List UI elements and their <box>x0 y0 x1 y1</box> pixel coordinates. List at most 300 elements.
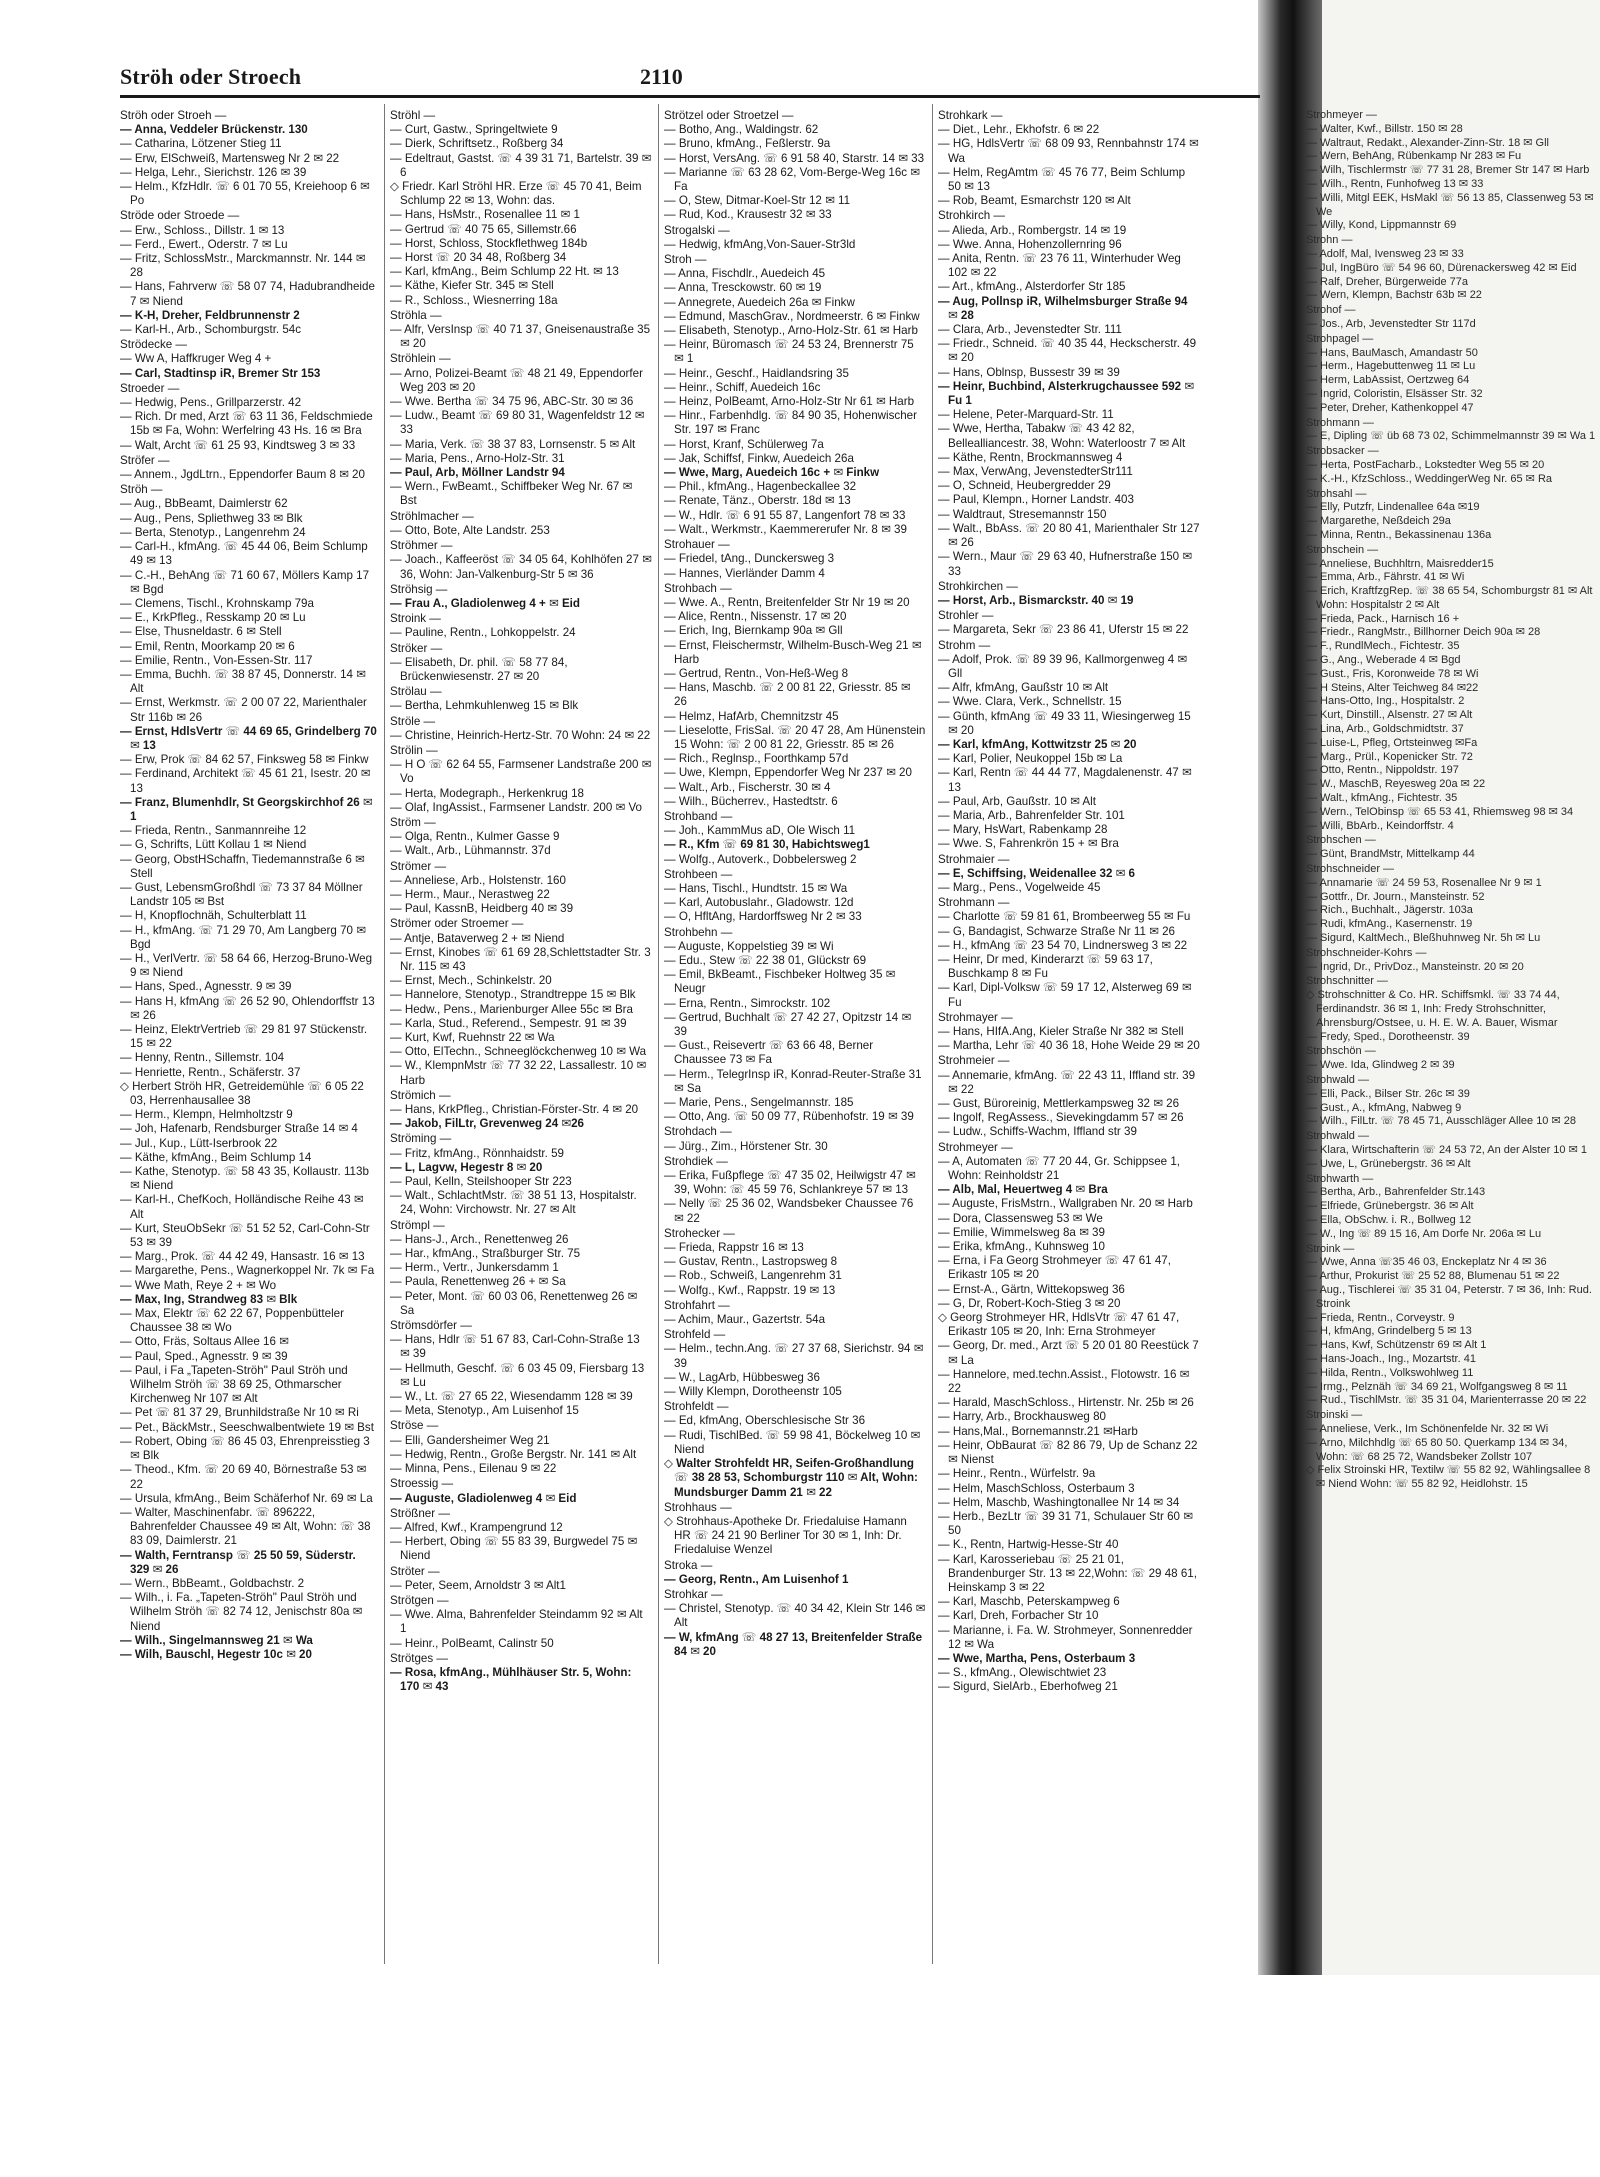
surname-heading: Stroink — <box>1306 1242 1355 1255</box>
directory-entry: — Maria, Arb., Bahrenfelder Str. 101 <box>938 808 1125 822</box>
surname-heading: Strödecke — <box>120 338 188 352</box>
surname-heading: Strohauer — <box>664 538 730 552</box>
directory-entry: — Jak, Schiffsf, Finkw, Auedeich 26a <box>664 451 854 465</box>
directory-entry: — Heinr., Geschf., Haidlandsring 35 <box>664 366 849 380</box>
directory-entry: — Dora, Classensweg 53 ✉ We <box>938 1211 1103 1225</box>
directory-entry: — Rosa, kfmAng., Mühlhäuser Str. 5, Wohn: 170 ✉ 43 <box>390 1665 632 1694</box>
directory-entry: — Franz, Blumenhdlr, St Georgskirchhof 26 ✉ 1 <box>120 795 373 823</box>
directory-entry: — Paul, i Fa „Tapeten-Ströh" Paul Ströh und Wilhelm Ströh ☏ 38 69 25, Othmarscher Kirchenweg Nr 107 ✉ Alt <box>120 1363 348 1406</box>
directory-entry: — Marg., Prül., Kopenicker Str. 72 <box>1306 750 1473 763</box>
directory-entry: — Georg, Rentn., Am Luisenhof 1 <box>664 1572 849 1586</box>
directory-entry: — G., Ang., Weberade 4 ✉ Bgd <box>1306 654 1461 667</box>
directory-entry: — Wolfg., Kwf., Rappstr. 19 ✉ 13 <box>664 1283 836 1297</box>
directory-entry: — Wilh., i. Fa. „Tapeten-Ströh" Paul Ströh und Wilhelm Ströh ☏ 82 74 12, Jenischstr 80a ✉ Niend <box>120 1591 363 1633</box>
directory-entry: — Maria, Verk. ☏ 38 37 83, Lornsenstr. 5 ✉ Alt <box>390 437 636 451</box>
directory-entry: — Walt., kfmAng., Fichtestr. 35 <box>1306 792 1458 805</box>
directory-entry: — Ernst, Werkmstr. ☏ 2 00 07 22, Marienthaler Str 116b ✉ 26 <box>120 696 367 724</box>
surname-heading: Strohkark — <box>938 109 1003 122</box>
surname-heading: Ströming — <box>390 1132 452 1146</box>
directory-entry: — H Steins, Alter Teichweg 84 ✉22 <box>1306 681 1479 694</box>
directory-entry: — Anneliese, Arb., Holstenstr. 160 <box>390 873 566 887</box>
directory-entry: — Peter, Dreher, Kathenkoppel 47 <box>1306 401 1474 414</box>
surname-heading: Strohbach — <box>664 581 732 595</box>
directory-entry: — O, Stew, Ditmar-Koel-Str 12 ✉ 11 <box>664 194 851 208</box>
directory-entry: — Erika, Fußpflege ☏ 47 35 02, Heilwigstr 47 ✉ 39, Wohn: ☏ 45 59 76, Schlankreye 57 ✉ 13 <box>664 1169 916 1197</box>
directory-entry: — Har., kfmAng., Straßburger Str. 75 <box>390 1247 581 1261</box>
directory-entry: — Gust., A., kfmAng, Nabweg 9 <box>1306 1101 1462 1114</box>
surname-heading: Stroink — <box>390 612 441 626</box>
directory-entry: — Otto, Ang. ☏ 50 09 77, Rübenhofstr. 19 ✉ 39 <box>664 1110 914 1124</box>
directory-entry: — Hans, KrkPfleg., Christian-Förster-Str. 4 ✉ 20 <box>390 1103 639 1117</box>
directory-column-4 <box>938 108 1200 1968</box>
directory-entry: — Helm., KfzHdlr. ☏ 6 01 70 55, Kreiehoop 6 ✉ Po <box>120 180 370 208</box>
directory-entry: — Anneliese, Verk., Im Schönenfelde Nr. 32 ✉ Wi <box>1306 1422 1549 1435</box>
directory-entry: — Karl, Karosseriebau ☏ 25 21 01, Brandenburger Str. 13 ✉ 22,Wohn: ☏ 29 48 61, Heinskamp 3 ✉ 22 <box>938 1552 1197 1594</box>
directory-entry: — Wilh., Rentn, Funhofweg 13 ✉ 33 <box>1306 177 1484 190</box>
directory-entry: — Hannes, Vierländer Damm 4 <box>664 566 825 580</box>
directory-entry: — Ernst, Kinobes ☏ 61 69 28,Schlettstadter Str. 3 Nr. 115 ✉ 43 <box>390 945 651 973</box>
directory-entry: — Alfred, Kwf., Krampengrund 12 <box>390 1520 563 1534</box>
directory-entry: — F., RundlMech., Fichtestr. 35 <box>1306 640 1460 653</box>
surname-heading: Strohmeier — <box>938 1054 1010 1068</box>
directory-entry: — Art., kfmAng., Alsterdorfer Str 185 <box>938 280 1126 294</box>
directory-entry: — Charlotte ☏ 59 81 61, Brombeerweg 55 ✉ Fu <box>938 910 1191 924</box>
directory-entry: — Rudi, TischlBed. ☏ 59 98 41, Böckelweg 10 ✉ Niend <box>664 1428 921 1456</box>
directory-entry: — Anna, Veddeler Brückenstr. 130 <box>120 123 308 137</box>
directory-entry: — Phil., kfmAng., Hagenbeckallee 32 <box>664 480 857 494</box>
directory-entry: — G, Bandagist, Schwarze Straße Nr 11 ✉ 26 <box>938 924 1175 938</box>
surname-heading: Stroh — <box>664 253 707 267</box>
directory-entry: — Rich., Buchhalt., Jägerstr. 103a <box>1306 904 1473 917</box>
directory-entry: — Herta, PostFacharb., Lokstedter Weg 55 ✉ 20 <box>1306 458 1545 471</box>
surname-heading: Strößner — <box>390 1506 450 1520</box>
directory-entry: — Aug., Pens, Spliethweg 33 ✉ Blk <box>120 511 303 525</box>
directory-entry: — Frieda, Rentn., Sanmannreihe 12 <box>120 824 307 838</box>
directory-entry: — Helm, Maschb, Washingtonallee Nr 14 ✉ 34 <box>938 1495 1180 1509</box>
directory-entry: — Herm, LabAssist, Oertzweg 64 <box>1306 374 1470 387</box>
directory-entry: — Ed, kfmAng, Oberschlesische Str 36 <box>664 1414 866 1428</box>
directory-entry: — Günth, kfmAng ☏ 49 33 11, Wiesingerweg 15 ✉ 20 <box>938 709 1191 737</box>
directory-entry: — Sigurd, KaltMech., Bleßhuhnweg Nr. 5h ✉ Lu <box>1306 932 1541 945</box>
directory-entry: — Wolfg., Autoverk., Dobbelersweg 2 <box>664 852 857 866</box>
directory-entry: — Walt., SchlachtMstr. ☏ 38 51 13, Hospitalstr. 24, Wohn: Virchowstr. Nr. 27 ✉ Alt <box>390 1189 637 1217</box>
directory-entry: — Carl, Stadtinsp iR, Bremer Str 153 <box>120 366 321 380</box>
directory-entry: — Uwe, L, Grünebergstr. 36 ✉ Alt <box>1306 1157 1471 1170</box>
directory-entry: — Ella, ObSchw. i. R., Bollweg 12 <box>1306 1213 1472 1226</box>
directory-entry: — Heinz, ElektrVertrieb ☏ 29 81 97 Stückenstr. 15 ✉ 22 <box>120 1023 368 1051</box>
directory-entry: — Helga, Lehr., Sierichstr. 126 ✉ 39 <box>120 165 307 179</box>
directory-entry: — Walt, Archt ☏ 61 25 93, Kindtsweg 3 ✉ 33 <box>120 438 356 452</box>
directory-entry: — Wwe, Anna ☏35 46 03, Enckeplatz Nr 4 ✉ 36 <box>1306 1256 1547 1269</box>
directory-entry: — Karl, Maschb, Peterskampweg 6 <box>938 1595 1120 1609</box>
surname-heading: Strohkirchen — <box>938 579 1018 593</box>
directory-entry: ◇ Strohhaus-Apotheke Dr. Friedaluise Hamann HR ☏ 24 21 90 Berliner Tor 30 ✉ 1, Inh: Dr. Friedaluise Wenzel <box>664 1514 907 1557</box>
directory-entry: — Gertrud, Rentn., Von-Heß-Weg 8 <box>664 666 849 680</box>
directory-entry: — H., kfmAng ☏ 23 54 70, Lindnersweg 3 ✉ 22 <box>938 938 1188 952</box>
surname-heading: Ströde oder Stroede — <box>120 209 240 223</box>
surname-heading: Ströhla — <box>390 308 442 322</box>
directory-entry: — Georg, ObstHSchaffn, Tiedemannstraße 6 ✉ Stell <box>120 852 365 880</box>
directory-entry: — Heinr., Schiff, Auedeich 16c <box>664 380 821 394</box>
directory-entry: — Hilda, Rentn., Volkswohlweg 11 <box>1306 1366 1474 1379</box>
directory-entry: — Walt., Arb., Lühmannstr. 37d <box>390 844 551 858</box>
surname-heading: Strohfahrt — <box>664 1298 730 1312</box>
directory-entry: — Wilh., Singelmannsweg 21 ✉ Wa <box>120 1633 313 1647</box>
directory-entry: — Gust., Fris, Koronweide 78 ✉ Wi <box>1306 667 1479 680</box>
surname-heading: Strohschen — <box>1306 834 1376 847</box>
directory-entry: — Horst ☏ 20 34 48, Roßberg 34 <box>390 251 567 265</box>
directory-entry: — Wwe. Ida, Glindweg 2 ✉ 39 <box>1306 1059 1455 1072</box>
directory-entry: — K., Rentn, Hartwig-Hesse-Str 40 <box>938 1538 1119 1552</box>
directory-entry: — Wern., Maur ☏ 29 63 40, Hufnerstraße 150 ✉ 33 <box>938 550 1193 578</box>
surname-heading: Strohm — <box>938 638 991 652</box>
directory-entry: — Erika, kfmAng., Kuhnsweg 10 <box>938 1240 1105 1254</box>
directory-entry: — K.-H., KfzSchloss., WeddingerWeg Nr. 65 ✉ Ra <box>1306 472 1553 485</box>
directory-entry: — Emma, Arb., Fährstr. 41 ✉ Wi <box>1306 571 1465 584</box>
directory-entry: — Wern, BehAng, Rübenkamp Nr 283 ✉ Fu <box>1306 150 1522 163</box>
directory-entry: — Adolf, Mal, Ivensweg 23 ✉ 33 <box>1306 247 1464 260</box>
directory-entry: — Peter, Mont. ☏ 60 03 06, Renettenweg 26 ✉ Sa <box>390 1289 638 1317</box>
directory-entry: — Elli, Pack., Bilser Str. 26c ✉ 39 <box>1306 1087 1470 1100</box>
directory-entry: — Elisabeth, Stenotyp., Arno-Holz-Str. 61 ✉ Harb <box>664 324 918 338</box>
directory-entry: — Hedwig, Pens., Grillparzerstr. 42 <box>120 396 302 410</box>
directory-entry: — Emilie, Wimmelsweg 8a ✉ 39 <box>938 1225 1105 1239</box>
directory-entry: — Wilh, Tischlermstr ☏ 77 31 28, Bremer Str 147 ✉ Harb <box>1306 164 1590 177</box>
directory-entry: — Herm., Maur., Nerastweg 22 <box>390 887 550 901</box>
directory-column-1 <box>120 108 378 1968</box>
surname-heading: Strömer oder Stroemer — <box>390 917 524 931</box>
directory-entry: — Hans, Tischl., Hundtstr. 15 ✉ Wa <box>664 881 848 895</box>
directory-entry: — Wilh, Bauschl, Hegestr 10c ✉ 20 <box>120 1647 312 1661</box>
directory-entry: — Rich. Dr med, Arzt ☏ 63 11 36, Feldschmiede 15b ✉ Fa, Wohn: Werfelring 43 Hs. 16 ✉ Bra <box>120 410 373 438</box>
directory-entry: — Hans, HsMstr., Rosenallee 11 ✉ 1 <box>390 208 580 222</box>
directory-column-3 <box>664 108 926 1968</box>
column-divider <box>658 104 659 1964</box>
directory-entry: — Otto, ElTechn., Schneeglöckchenweg 10 ✉ Wa <box>390 1045 647 1059</box>
directory-entry: ◇ Felix Stroinski HR, Textilw ☏ 55 82 92, Wählingsallee 8 ✉ Niend Wohn: ☏ 55 82 92, Heidlohstr. 15 <box>1306 1464 1591 1491</box>
directory-entry: — Emil, BkBeamt., Fischbeker Holtweg 35 ✉ Neugr <box>664 968 896 996</box>
directory-entry: — Curt, Gastw., Springeltwiete 9 <box>390 123 558 137</box>
surname-heading: Ströhlein — <box>390 352 451 366</box>
directory-entry: — Wwe, Martha, Pens, Osterbaum 3 <box>938 1651 1136 1665</box>
surname-heading: Stroeder — <box>120 381 180 395</box>
directory-entry: — Walt., Arb., Fischerstr. 30 ✉ 4 <box>664 780 831 794</box>
directory-entry: — Klara, Wirtschafterin ☏ 24 53 72, An der Alster 10 ✉ 1 <box>1306 1143 1587 1156</box>
directory-entry: — Gertrud, Buchhalt ☏ 27 42 27, Opitzstr 14 ✉ 39 <box>664 1010 912 1038</box>
directory-entry: — Wern., FwBeamt., Schiffbeker Weg Nr. 67 ✉ Bst <box>390 480 633 508</box>
directory-entry: — Gertrud ☏ 40 75 65, Sillemstr.66 <box>390 222 577 236</box>
directory-entry: — Anna, Fischdlr., Auedeich 45 <box>664 267 826 281</box>
directory-entry: ◇ Georg Strohmeyer HR, HdlsVtr ☏ 47 61 47, Erikastr 105 ✉ 20, Inh: Erna Strohmeyer <box>938 1311 1180 1339</box>
directory-entry: — Wwe. Clara, Verk., Schnellstr. 15 <box>938 695 1122 709</box>
directory-entry: — Heinr., Rentn., Würfelstr. 9a <box>938 1467 1096 1481</box>
directory-entry: — Herta, Modegraph., Herkenkrug 18 <box>390 786 584 800</box>
directory-entry: — Hedwig, kfmAng,Von-Sauer-Str3ld <box>664 237 856 251</box>
directory-entry: — Frieda, Rentn., Corveystr. 9 <box>1306 1311 1455 1324</box>
directory-entry: — Olga, Rentn., Kulmer Gasse 9 <box>390 830 560 844</box>
surname-heading: Strogalski — <box>664 223 730 237</box>
directory-entry: — Rob., Schweiß, Langenrehm 31 <box>664 1269 842 1283</box>
directory-entry: — H, Knopflochnäh, Schulterblatt 11 <box>120 909 307 923</box>
directory-entry: — E, Dipling ☏ üb 68 73 02, Schimmelmannstr 39 ✉ Wa 1 <box>1306 430 1596 443</box>
directory-entry: — O, Schneid, Heubergredder 29 <box>938 479 1111 493</box>
directory-entry: — E., KrkPfleg., Resskamp 20 ✉ Lu <box>120 611 306 625</box>
directory-entry: — Christine, Heinrich-Hertz-Str. 70 Wohn: 24 ✉ 22 <box>390 728 651 742</box>
directory-entry: — Joh, Hafenarb, Rendsburger Straße 14 ✉ 4 <box>120 1122 358 1136</box>
directory-entry: — Helene, Peter-Marquard-Str. 11 <box>938 408 1114 422</box>
running-title: Ströh oder Stroech <box>120 64 302 89</box>
directory-entry: — Alb, Mal, Heuertweg 4 ✉ Bra <box>938 1183 1108 1197</box>
surname-heading: Strölin — <box>390 743 438 757</box>
directory-entry: — Willi, BbArb., Keindorffstr. 4 <box>1306 819 1454 832</box>
directory-entry: — Paul, Kelln, Steilshooper Str 223 <box>390 1175 572 1189</box>
header-rule <box>120 95 1260 98</box>
directory-entry: — Wwe, Hertha, Tabakw ☏ 43 42 82, Bellealliancestr. 38, Wohn: Waterloostr 7 ✉ Alt <box>938 422 1186 450</box>
directory-entry: — Wilh., Bücherrev., Hastedtstr. 6 <box>664 794 838 808</box>
directory-entry: — Horst, Kranf, Schülerweg 7a <box>664 437 824 451</box>
directory-entry: — Karl, Polier, Neukoppel 15b ✉ La <box>938 752 1123 766</box>
directory-entry: — Hedwig, Rentn., Große Bergstr. Nr. 141 ✉ Alt <box>390 1447 637 1461</box>
directory-entry: — Herm., Klempn, Helmholtzstr 9 <box>120 1108 293 1122</box>
directory-entry: — Herbert, Obing ☏ 55 83 39, Burgwedel 75 ✉ Niend <box>390 1535 638 1563</box>
directory-entry: — Annemarie, kfmAng. ☏ 22 43 11, Iffland str. 39 ✉ 22 <box>938 1068 1196 1096</box>
surname-heading: Strohwald — <box>1306 1130 1369 1143</box>
directory-entry: — G, Dr, Robert-Koch-Stieg 3 ✉ 20 <box>938 1296 1121 1310</box>
directory-entry: — Fritz, kfmAng., Rönnhaidstr. 59 <box>390 1146 564 1160</box>
surname-heading: Strömer — <box>390 859 447 873</box>
directory-entry: — Frieda, Rappstr 16 ✉ 13 <box>664 1241 804 1255</box>
directory-entry: — Paula, Renettenweg 26 + ✉ Sa <box>390 1275 566 1289</box>
directory-entry: — Wwe. Bertha ☏ 34 75 96, ABC-Str. 30 ✉ 36 <box>390 395 634 409</box>
directory-entry: — Edu., Stew ☏ 22 38 01, Glückstr 69 <box>664 953 867 967</box>
directory-entry: — Ernst, Mech., Schinkelstr. 20 <box>390 974 552 988</box>
directory-entry: — Bruno, kfmAng., Feßlerstr. 9a <box>664 137 831 151</box>
directory-entry: — Hans-Otto, Ing., Hospitalstr. 2 <box>1306 695 1465 708</box>
surname-heading: Ströter — <box>390 1564 440 1578</box>
surname-heading: Strohschein — <box>1306 543 1379 556</box>
directory-entry: — Meta, Stenotyp., Am Luisenhof 15 <box>390 1404 579 1418</box>
directory-entry: — Wern, Klempn, Bachstr 63b ✉ 22 <box>1306 289 1482 302</box>
directory-entry: — Hans, Kwf, Schützenstr 69 ✉ Alt 1 <box>1306 1339 1487 1352</box>
directory-entry: — Kurt, Dinstill., Alsenstr. 27 ✉ Alt <box>1306 709 1473 722</box>
directory-entry: — G, Schrifts, Lütt Kollau 1 ✉ Niend <box>120 838 307 852</box>
directory-entry: — Hans, Maschb. ☏ 2 00 81 22, Griesstr. 85 ✉ 26 <box>664 681 911 709</box>
directory-entry: — Hans, Hdlr ☏ 51 67 83, Carl-Cohn-Straße 13 ✉ 39 <box>390 1333 640 1361</box>
directory-entry: — Clemens, Tischl., Krohnskamp 79a <box>120 596 314 610</box>
directory-entry: — Emma, Buchh. ☏ 38 87 45, Donnerstr. 14 ✉ Alt <box>120 667 366 696</box>
directory-entry: — Wwe. A., Rentn, Breitenfelder Str Nr 19 ✉ 20 <box>664 595 910 609</box>
directory-entry: — Auguste, Koppelstieg 39 ✉ Wi <box>664 939 834 953</box>
surname-heading: Strohmeyer — <box>938 1140 1013 1154</box>
directory-entry: — Fritz, SchlossMstr., Marckmannstr. Nr. 144 ✉ 28 <box>120 252 366 280</box>
directory-entry: — Ferdinand, Architekt ☏ 45 61 21, Isestr. 20 ✉ 13 <box>120 767 371 795</box>
directory-entry: — Ingrid, Dr., PrivDoz., Mansteinstr. 20 ✉ 20 <box>1306 960 1524 973</box>
directory-entry: — Hinr., Farbenhdlg. ☏ 84 90 35, Hohenwischer Str. 197 ✉ Franc <box>664 409 917 437</box>
directory-entry: — Auguste, Gladiolenweg 4 ✉ Eid <box>390 1491 577 1505</box>
directory-entry: — Elfriede, Grünebergstr. 36 ✉ Alt <box>1306 1200 1474 1213</box>
directory-entry: — Hannelore, Stenotyp., Strandtreppe 15 ✉ Blk <box>390 988 636 1002</box>
directory-entry: — Hellmuth, Geschf. ☏ 6 03 45 09, Fiersbarg 13 ✉ Lu <box>390 1361 645 1389</box>
directory-entry: — Kurt, Kwf, Ruehnstr 22 ✉ Wa <box>390 1031 555 1044</box>
directory-entry: — Dierk, Schriftsetz., Roßberg 34 <box>390 137 564 151</box>
directory-entry: — Henny, Rentn., Sillemstr. 104 <box>120 1051 285 1065</box>
surname-heading: Strötges — <box>390 1651 448 1665</box>
page-margin <box>0 1975 1600 2177</box>
directory-entry: — Georg, Dr. med., Arzt ☏ 5 20 01 80 Reestück 7 ✉ La <box>938 1339 1199 1367</box>
directory-entry: — Walt., BbAss. ☏ 20 80 41, Marienthaler Str 127 ✉ 26 <box>938 521 1200 550</box>
surname-heading: Strohband — <box>664 809 733 823</box>
directory-entry: — Jakob, FilLtr, Grevenweg 24 ✉26 <box>390 1117 584 1131</box>
directory-entry: — Luise-L, Pfleg, Ortsteinweg ✉Fa <box>1306 736 1478 749</box>
directory-entry: — Margarethe, Neßdeich 29a <box>1306 515 1451 528</box>
directory-entry: — Robert, Obing ☏ 86 45 03, Ehrenpreisstieg 3 ✉ Blk <box>120 1434 370 1463</box>
directory-entry: — Hedw., Pens., Marienburger Allee 55c ✉ Bra <box>390 1002 633 1016</box>
directory-entry: — Achim, Maur., Gazertstr. 54a <box>664 1313 826 1327</box>
surname-heading: Ströhsig — <box>390 582 448 596</box>
directory-entry: — W., KlempnMstr ☏ 77 32 22, Lassallestr. 10 ✉ Harb <box>390 1059 647 1087</box>
directory-entry: — Ww A, Haffkruger Weg 4 + <box>120 352 272 366</box>
directory-entry: — Minna, Rentn., Bekassinenau 136a <box>1306 528 1492 541</box>
surname-heading: Strohn — <box>1306 234 1353 247</box>
column-divider <box>932 104 933 1964</box>
surname-heading: Ströker — <box>390 641 443 655</box>
surname-heading: Strohmann — <box>938 896 1010 910</box>
directory-entry: — Hans-Joach., Ing., Mozartstr. 41 <box>1306 1352 1476 1365</box>
directory-entry: — H O ☏ 62 64 55, Farmsener Landstraße 200 ✉ Vo <box>390 758 652 786</box>
directory-entry: — Catharina, Lötzener Stieg 11 <box>120 137 282 151</box>
directory-entry: — Gust, LebensmGroßhdl ☏ 73 37 84 Möllner Landstr 105 ✉ Bst <box>120 880 363 909</box>
directory-entry: — Otto, Fräs, Soltaus Allee 16 ✉ <box>120 1335 289 1349</box>
directory-entry: — Walter, Kwf., Billstr. 150 ✉ 28 <box>1306 122 1463 135</box>
surname-heading: Strohfeldt — <box>664 1400 729 1414</box>
directory-entry: — Arno, Milchhdlg ☏ 65 80 50. Querkamp 134 ✉ 34, Wohn: ☏ 68 25 72, Wandsbeker Zollstr 107 <box>1306 1436 1568 1463</box>
surname-heading: Strohler — <box>938 609 994 623</box>
directory-entry: — Hans-J., Arch., Renettenweg 26 <box>390 1232 569 1246</box>
directory-entry: — Erich, Ing, Biernkamp 90a ✉ Gll <box>664 624 843 638</box>
directory-entry: — Marianne ☏ 63 28 62, Vom-Berge-Weg 16c ✉ Fa <box>664 165 920 194</box>
directory-entry: — Diet., Lehr., Ekhofstr. 6 ✉ 22 <box>938 123 1100 137</box>
directory-entry: — W., Lt. ☏ 27 65 22, Wiesendamm 128 ✉ 39 <box>390 1390 633 1404</box>
directory-entry: — H., kfmAng. ☏ 71 29 70, Am Langberg 70 ✉ Bgd <box>120 923 366 951</box>
directory-entry: — Lina, Arb., Goldschmidtstr. 37 <box>1306 723 1464 736</box>
directory-column-2 <box>390 108 652 1968</box>
directory-entry: — Rud., TischlMstr. ☏ 35 31 04, Marienterrasse 20 ✉ 22 <box>1306 1394 1587 1407</box>
directory-entry: — Pet., BäckMstr., Seeschwalbentwiete 19 ✉ Bst <box>120 1420 374 1434</box>
directory-entry: — Hans,Mal., Bornemannstr.21 ✉Harb <box>938 1424 1138 1438</box>
directory-entry: — Pauline, Rentn., Lohkoppelstr. 24 <box>390 626 576 640</box>
directory-entry: — Herm., Vertr., Junkersdamm 1 <box>390 1261 559 1275</box>
directory-entry: — Friedr., Schneid. ☏ 40 35 44, Heckscherstr. 49 ✉ 20 <box>938 337 1197 365</box>
surname-heading: Strohkirch — <box>938 209 1006 223</box>
directory-entry: — W., Ing ☏ 89 15 16, Am Dorfe Nr. 206a ✉ Lu <box>1306 1227 1542 1240</box>
directory-entry: — Annegrete, Auedeich 26a ✉ Finkw <box>664 295 855 309</box>
surname-heading: Stroinski — <box>1306 1409 1363 1422</box>
surname-heading: Strohmeyer — <box>1306 109 1377 121</box>
directory-entry: — A, Automaten ☏ 77 20 44, Gr. Schippsee 1, Wohn: Reinholdstr 21 <box>938 1154 1181 1183</box>
directory-entry: — Erna, i Fa Georg Strohmeyer ☏ 47 61 47, Erikastr 105 ✉ 20 <box>938 1254 1171 1282</box>
directory-entry: — O, HfltAng, Hardorffsweg Nr 2 ✉ 33 <box>664 910 862 924</box>
page-number: 2110 <box>640 64 683 89</box>
directory-entry: — Paul, Sped., Agnesstr. 9 ✉ 39 <box>120 1349 288 1363</box>
directory-entry: — Helmz, HafArb, Chemnitzstr 45 <box>664 709 839 723</box>
surname-heading: Strobsacker — <box>1306 445 1379 458</box>
surname-heading: Strohschnitter — <box>1306 975 1388 988</box>
directory-entry: — Walt., Werkmstr., Kaemmererufer Nr. 8 ✉ 39 <box>664 522 907 536</box>
surname-heading: Strohmaier — <box>938 852 1010 866</box>
directory-entry: — Max, Ing, Strandweg 83 ✉ Blk <box>120 1292 298 1306</box>
directory-entry: — Ludw., Schiffs-Wachm, Iffland str 39 <box>938 1125 1137 1139</box>
directory-entry: — Gustav, Rentn., Lastropsweg 8 <box>664 1255 838 1269</box>
directory-entry: — Max, VerwAng, JevenstedterStr111 <box>938 465 1133 479</box>
directory-entry: — Margareta, Sekr ☏ 23 86 41, Uferstr 15 ✉ 22 <box>938 623 1189 637</box>
directory-entry: — Karl-H., Arb., Schomburgstr. 54c <box>120 323 302 337</box>
directory-entry: — Friedr., RangMstr., Billhorner Deich 90a ✉ 28 <box>1306 626 1541 639</box>
directory-entry: — C.-H., BehAng ☏ 71 60 67, Möllers Kamp 17 ✉ Bgd <box>120 568 370 596</box>
directory-entry: — Frieda, Pack., Harnisch 16 + <box>1306 612 1460 625</box>
directory-entry: — Herm., Hagebuttenweg 11 ✉ Lu <box>1306 360 1476 373</box>
surname-heading: Strohwarth — <box>1306 1172 1374 1185</box>
directory-entry: — Elly, Putzfr, Lindenallee 64a ✉19 <box>1306 501 1480 514</box>
directory-entry: — Alfr, VersInsp ☏ 40 71 37, Gneisenaustraße 35 ✉ 20 <box>390 323 651 351</box>
surname-heading: Strohhaus — <box>664 1500 732 1514</box>
directory-entry: — Alice, Rentn., Nissenstr. 17 ✉ 20 <box>664 610 847 624</box>
directory-entry: — Alfr, kfmAng, Gaußstr 10 ✉ Alt <box>938 681 1109 695</box>
surname-heading: Strölau — <box>390 685 442 699</box>
surname-heading: Strohmann — <box>1306 416 1374 429</box>
directory-entry: — Heinr., PolBeamt, Calinstr 50 <box>390 1636 554 1650</box>
directory-entry: — Aug., Tischlerei ☏ 35 31 04, Peterstr. 7 ✉ 36, Inh: Rud. Stroink <box>1306 1283 1592 1310</box>
directory-entry: — Aug, Pollnsp iR, Wilhelmsburger Straße 94 ✉ 28 <box>938 294 1188 322</box>
directory-entry: — Paul, KassnB, Heidberg 40 ✉ 39 <box>390 902 574 916</box>
directory-entry: — R., Schloss., Wiesnerring 18a <box>390 293 558 307</box>
directory-entry: — Ernst, Fleischermstr, Wilhelm-Busch-Weg 21 ✉ Harb <box>664 638 922 666</box>
directory-entry: — Ralf, Dreher, Bürgerweide 77a <box>1306 275 1469 288</box>
directory-entry: ◇ Strohschnitter & Co. HR. Schiffsmkl. ☏ 33 74 44, Ferdinandstr. 36 ✉ 1, Inh: Fredy Strohschnitter, Ahrensburg/Ostsee, u. H. E. W. A. Bauer, Wismar <box>1306 989 1560 1029</box>
surname-heading: Strötgen — <box>390 1593 449 1607</box>
directory-entry: — Wilh., FilLtr. ☏ 78 45 71, Ausschläger Allee 10 ✉ 28 <box>1306 1115 1576 1128</box>
directory-entry: — Ernst, HdlsVertr ☏ 44 69 65, Grindelberg 70 ✉ 13 <box>120 724 377 752</box>
directory-entry: — Alieda, Arb., Rombergstr. 14 ✉ 19 <box>938 223 1127 237</box>
directory-entry: — Arthur, Prokurist ☏ 25 52 88, Blumenau 51 ✉ 22 <box>1306 1270 1560 1283</box>
surname-heading: Strohpagel — <box>1306 332 1374 345</box>
directory-entry: — Nelly ☏ 25 36 02, Wandsbeker Chaussee 76 ✉ 22 <box>664 1197 914 1225</box>
facing-page-column <box>1306 108 1600 1968</box>
directory-entry: — Ingolf, RegAssess., Sievekingdamm 57 ✉ 26 <box>938 1111 1184 1125</box>
surname-heading: Strömpl — <box>390 1218 445 1232</box>
surname-heading: Strohbeen — <box>664 867 733 881</box>
directory-entry: ◇ Herbert Ströh HR, Getreidemühle ☏ 6 05 22 03, Herrenhausallee 38 <box>120 1079 364 1108</box>
surname-heading: Ströfer — <box>120 453 170 467</box>
directory-entry: — Horst, Schloss, Stockflethweg 184b <box>390 236 588 250</box>
directory-entry: — Peter, Seem, Arnoldstr 3 ✉ Alt1 <box>390 1578 566 1592</box>
directory-entry: — Ursula, kfmAng., Beim Schäferhof Nr. 69 ✉ La <box>120 1491 373 1505</box>
directory-entry: — Martha, Lehr ☏ 40 36 18, Hohe Weide 29 ✉ 20 <box>938 1039 1200 1053</box>
directory-entry: — Anneliese, Buchhltrn, Maisredder15 <box>1306 557 1494 570</box>
directory-entry: — Elisabeth, Dr. phil. ☏ 58 77 84, Brückenwiesenstr. 27 ✉ 20 <box>390 655 568 683</box>
directory-entry: — Pet ☏ 81 37 29, Brunhildstraße Nr 10 ✉ Ri <box>120 1406 359 1420</box>
directory-entry: — Else, Thusneldastr. 6 ✉ Stell <box>120 625 282 639</box>
directory-entry: — W., MaschB, Reyesweg 20a ✉ 22 <box>1306 778 1486 791</box>
directory-entry: — Margarethe, Pens., Wagnerkoppel Nr. 7k ✉ Fa <box>120 1264 375 1278</box>
directory-entry: — Willy Klempn, Dorotheenstr 105 <box>664 1385 842 1399</box>
directory-entry: — Hans, Fahrverw ☏ 58 07 74, Hadubrandheide 7 ✉ Niend <box>120 280 375 308</box>
directory-entry: — Ernst-A., Gärtn, Wittekopsweg 36 <box>938 1282 1125 1296</box>
directory-entry: — Jul, IngBüro ☏ 54 96 60, Dürenackersweg 42 ✉ Eid <box>1306 261 1577 274</box>
directory-entry: — Hans, Oblnsp, Bussestr 39 ✉ 39 <box>938 365 1120 379</box>
directory-entry: — Marg., Prok. ☏ 44 42 49, Hansastr. 16 ✉ 13 <box>120 1250 365 1264</box>
column-divider <box>384 104 385 1964</box>
directory-entry: — Marie, Pens., Sengelmannstr. 185 <box>664 1096 854 1110</box>
